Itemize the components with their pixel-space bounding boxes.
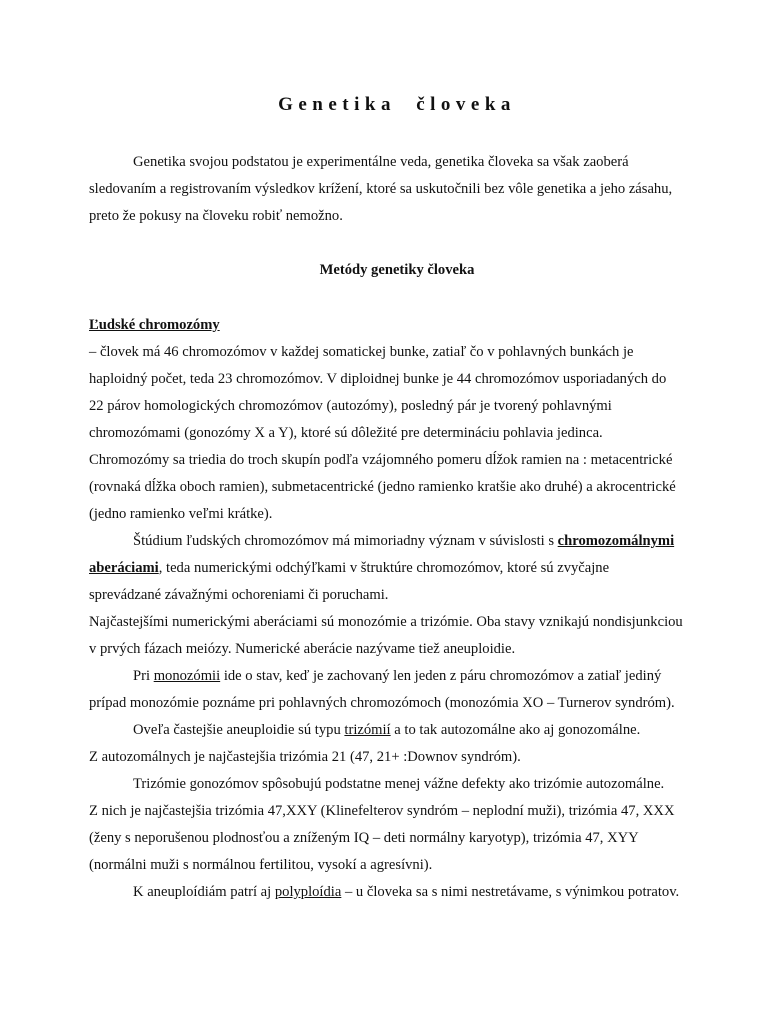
chromosomes-paragraph-2 [89,528,705,609]
text-line: sprevádzané závažnými ochoreniami či poruchami. [89,587,389,603]
intro-line: preto že pokusy na človeku robiť nemožno. [89,208,343,224]
chromosomes-heading: Ľudské chromozómy [89,317,220,333]
page-title: Genetika človeka [278,94,516,115]
text-line: Trizómie gonozómov spôsobujú podstatne menej vážne defekty ako trizómie autozomálne. [133,776,665,792]
text-line: (ženy s neporušenou plodnosťou a zníženým IQ – deti normálny karyotyp), trizómia 47, XYY [89,830,639,846]
text-line: – človek má 46 chromozómov v každej somatickej bunke, zatiaľ čo v pohlavných bunkách je [89,344,634,360]
text-segment: ide o stav, keď je zachovaný len jeden z páru chromozómov a zatiaľ jediný [220,668,662,684]
text-line [89,717,705,744]
text-line: 22 párov homologických chromozómov (autozómy), posledný pár je tvorený pohlavnými [89,398,612,414]
text-segment: – u človeka sa s nimi nestretávame, s výnimkou potratov. [341,884,680,900]
text-line [89,555,705,582]
text-line: (jedno ramienko veľmi krátke). [89,506,273,522]
text-line: prípad monozómie poznáme pri pohlavných chromozómoch (monozómia XO – Turnerov syndróm). [89,695,675,711]
text-line: chromozómami (gonozómy X a Y), ktoré sú dôležité pre determináciu pohlavia jedinca. [89,425,603,441]
chromosomes-paragraph-3 [89,609,705,663]
chromosomes-section [89,312,705,906]
text-segment: , teda numerickými odchýľkami v štruktúre chromozómov, ktoré sú zvyčajne [158,560,610,576]
term-trisomy: trizómií [344,722,391,738]
text-segment: a to tak autozomálne ako aj gonozomálne. [390,722,641,738]
text-segment: K aneuploídiám patrí aj [133,884,275,900]
text-line: (normálni muži s normálnou fertilitou, vysokí a agresívni). [89,857,433,873]
chromosomes-paragraph-5 [89,717,705,771]
text-line: (rovnaká dĺžka oboch ramien), submetacentrické (jedno ramienko kratšie ako druhé) a akrocentrické [89,479,676,495]
text-segment: Pri [133,668,154,684]
term-chromosomal-aberrations: chromozomálnymi [557,533,675,549]
chromosomes-paragraph-4 [89,663,705,717]
term-polyploidy: polyploídia [274,884,342,900]
text-line: Z autozomálnych je najčastejšia trizómia 21 (47, 21+ :Downov syndróm). [89,749,521,765]
term-monosomy: monozómii [153,668,221,684]
text-line [89,663,705,690]
text-line: haploidný počet, teda 23 chromozómov. V diploidnej bunke je 44 chromozómov usporiadaných do [89,371,667,387]
text-line [89,879,705,906]
intro-line: sledovaním a registrovaním výsledkov krížení, ktoré sa uskutočnili bez vôle genetika a jeho zásahu, [89,181,673,197]
chromosomes-paragraph-1 [89,339,705,528]
text-segment: Štúdium ľudských chromozómov má mimoriadny význam v súvislosti s [133,533,558,549]
intro-paragraph [89,149,705,230]
text-line: Z nich je najčastejšia trizómia 47,XXY (Klinefelterov syndróm – neplodní muži), trizómia 47, XXX [89,803,675,819]
text-line: Najčastejšími numerickými aberáciami sú monozómie a trizómie. Oba stavy vznikajú nondisjunkciou [89,614,683,630]
chromosomes-paragraph-7 [89,879,705,906]
term-aberrations: aberáciami [89,560,159,576]
intro-line: Genetika svojou podstatou je experimentálne veda, genetika človeka sa však zaoberá [133,154,629,170]
text-segment: Oveľa častejšie aneuploidie sú typu [133,722,345,738]
methods-heading: Metódy genetiky človeka [319,262,475,278]
text-line [89,528,705,555]
text-line: v prvých fázach meiózy. Numerické aberácie nazývame tiež aneuploidie. [89,641,516,657]
text-line: Chromozómy sa triedia do troch skupín podľa vzájomného pomeru dĺžok ramien na : metacentrické [89,452,673,468]
chromosomes-paragraph-6 [89,771,705,879]
